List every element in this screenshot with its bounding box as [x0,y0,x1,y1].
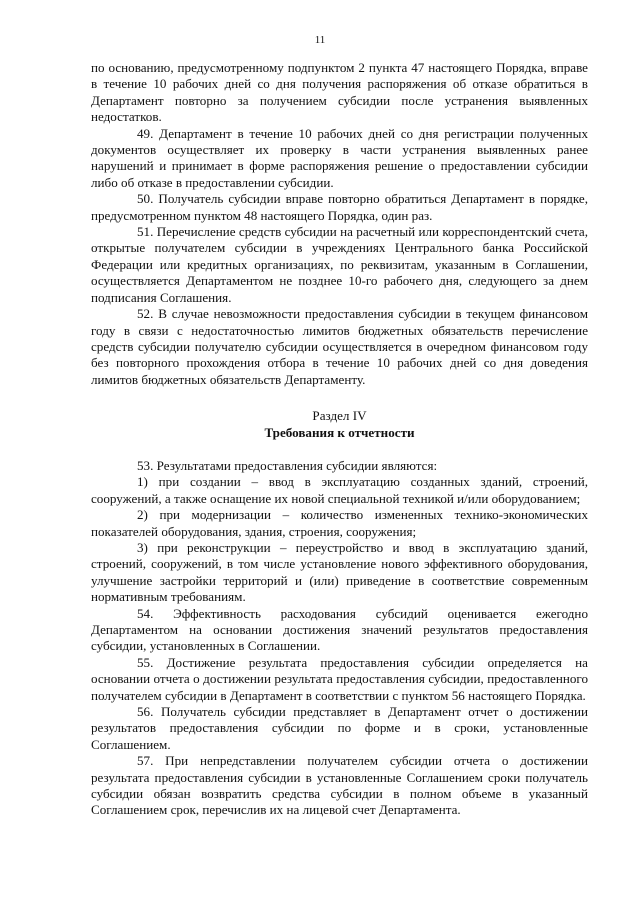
section-heading [91,408,588,441]
page-number: 11 [314,34,326,46]
document-body [91,60,588,819]
paragraph-52: 52. В случае невозможности предоставления субсидии в текущем финансовом году в связи с недостаточностью лимитов бюджетных обязательств перечисление средств субсидии получателю субсидии осуществляется в очередном финансовом году без повторного прохождения отбора в течение 10 рабочих дней со дня доведения лимитов бюджетных обязательств Департаменту. [91,306,588,387]
section-label: Раздел IV [312,408,367,424]
paragraph-56: 56. Получатель субсидии представляет в Департамент отчет о достижении результатов предоставления субсидии по форме и в сроки, установленные Соглашением. [91,704,588,752]
paragraph-49: 49. Департамент в течение 10 рабочих дней со дня регистрации полученных документов осуществляет их проверку в части устранения выявленных ранее нарушений и принимает в форме распоряжения решение о предоставлении субсидии либо об отказе в предоставлении субсидии. [91,125,588,190]
paragraph-51: 51. Перечисление средств субсидии на расчетный или корреспондентский счета, открытые получателем субсидии в учреждениях Центрального банка Российской Федерации или кредитных организациях, по реквизитам, указанным в Соглашении, осуществляется Департаментом не позднее 10-го рабочего дня, следующего за днем подписания Соглашения. [91,224,588,305]
list-item-3: 3) при реконструкции – переустройство и ввод в эксплуатацию зданий, строений, сооружений, в том числе установление нового эффективного оборудования, улучшение застройки территорий и (или) приведение в соответствие современным нормативным требованиям. [91,539,588,605]
paragraph-54: 54. Эффективность расходования субсидий оценивается ежегодно Департаментом на основании достижения значений результатов предоставления субсидии, установленных в Соглашении. [91,605,588,654]
paragraph-48-continuation: по основанию, предусмотренному подпунктом 2 пункта 47 настоящего Порядка, вправе в течение 10 рабочих дней со дня получения распоряжения об отказе обратиться в Департамент повторно за получением субсидии после устранения выявленных недостатков. [91,60,588,125]
paragraph-53: 53. Результатами предоставления субсидии являются: [137,457,438,473]
list-item-2: 2) при модернизации – количество измененных технико-экономических показателей оборудования, здания, строения, сооружения; [91,507,588,539]
list-item-1: 1) при создании – ввод в эксплуатацию созданных зданий, строений, сооружений, а также оснащение их новой специальной техникой и/или оборудованием; [91,474,588,506]
section-title: Требования к отчетности [264,424,415,440]
paragraph-50: 50. Получатель субсидии вправе повторно обратиться Департамент в порядке, предусмотренном пунктом 48 настоящего Порядка, один раз. [91,191,588,223]
paragraph-57: 57. При непредставлении получателем субсидии отчета о достижении результата предоставления субсидии в установленные Соглашением сроки получатель субсидии обязан возвратить средства субсидии в полном объеме в указанный Соглашением срок, перечислив их на лицевой счет Департамента. [91,753,588,818]
paragraph-55: 55. Достижение результата предоставления субсидии определяется на основании отчета о достижении результата предоставления субсидии, предоставленного получателем субсидии в Департамент в соответствии с пунктом 56 настоящего Порядка. [91,654,588,703]
